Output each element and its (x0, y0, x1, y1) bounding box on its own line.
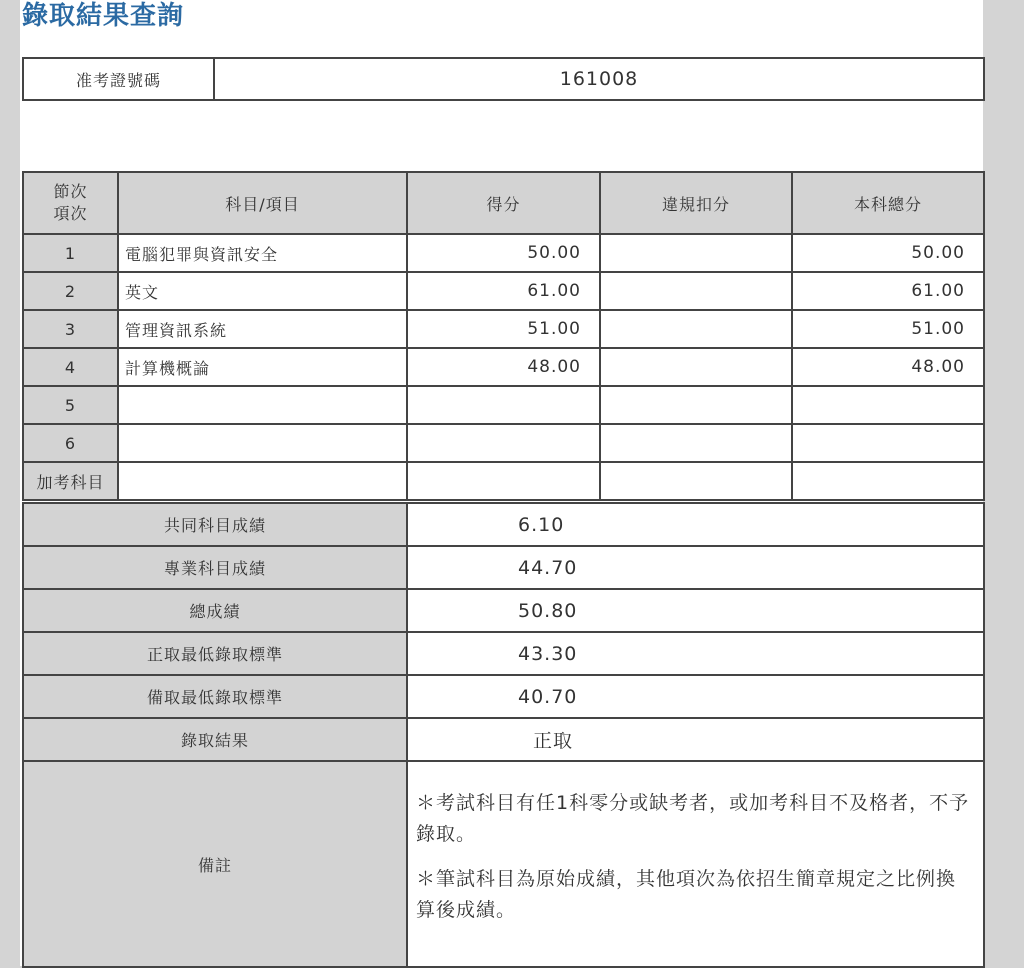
row-index: 1 (23, 234, 118, 272)
row-index: 6 (23, 424, 118, 462)
score-table (22, 171, 985, 501)
row-subject (118, 386, 407, 424)
row-score (407, 424, 600, 462)
row-deduction (600, 462, 792, 500)
row-index: 5 (23, 386, 118, 424)
row-index: 加考科目 (23, 462, 118, 500)
remarks-row (23, 761, 984, 967)
row-index: 4 (23, 348, 118, 386)
summary-label: 正取最低錄取標準 (23, 632, 407, 675)
row-index: 3 (23, 310, 118, 348)
summary-value: 43.30 (407, 632, 984, 675)
row-subject (118, 462, 407, 500)
summary-label: 共同科目成績 (23, 503, 407, 546)
summary-value: 40.70 (407, 675, 984, 718)
exam-number-row (23, 58, 984, 100)
row-total: 61.00 (792, 272, 984, 310)
page (20, 0, 983, 966)
summary-value: 6.10 (407, 503, 984, 546)
summary-row (23, 675, 984, 718)
row-deduction (600, 310, 792, 348)
remark-note: ＊筆試科目為原始成績，其他項次為依招生簡章規定之比例換算後成績。 (416, 868, 957, 921)
table-row (23, 424, 984, 462)
header-score: 得分 (407, 172, 600, 234)
row-score: 61.00 (407, 272, 600, 310)
exam-number-value: 161008 (214, 58, 984, 100)
row-index: 2 (23, 272, 118, 310)
table-row (23, 348, 984, 386)
row-subject: 英文 (118, 272, 407, 310)
row-score: 48.00 (407, 348, 600, 386)
table-row (23, 310, 984, 348)
row-total: 51.00 (792, 310, 984, 348)
summary-label: 備取最低錄取標準 (23, 675, 407, 718)
header-period: 節次 項次 (23, 172, 118, 234)
table-row (23, 234, 984, 272)
row-total (792, 462, 984, 500)
row-deduction (600, 272, 792, 310)
summary-value: 50.80 (407, 589, 984, 632)
row-deduction (600, 386, 792, 424)
row-subject: 管理資訊系統 (118, 310, 407, 348)
summary-row (23, 632, 984, 675)
header-deduction: 違規扣分 (600, 172, 792, 234)
table-row (23, 272, 984, 310)
row-deduction (600, 424, 792, 462)
summary-value: 44.70 (407, 546, 984, 589)
remark-note: ＊考試科目有任1科零分或缺考者，或加考科目不及格者，不予錄取。 (416, 792, 970, 845)
table-row (23, 386, 984, 424)
remarks-label: 備註 (23, 761, 407, 967)
row-deduction (600, 234, 792, 272)
summary-label: 總成績 (23, 589, 407, 632)
exam-number-table (22, 57, 985, 101)
header-subject: 科目/項目 (118, 172, 407, 234)
page-title: 錄取結果查詢 (22, 1, 185, 31)
row-score (407, 386, 600, 424)
row-total (792, 424, 984, 462)
summary-row (23, 503, 984, 546)
row-deduction (600, 348, 792, 386)
score-table-header (23, 172, 984, 234)
row-subject (118, 424, 407, 462)
row-score (407, 462, 600, 500)
header-total: 本科總分 (792, 172, 984, 234)
summary-table (22, 502, 985, 968)
summary-label: 專業科目成績 (23, 546, 407, 589)
row-total: 50.00 (792, 234, 984, 272)
row-score: 50.00 (407, 234, 600, 272)
admission-result-value: 正取 (407, 718, 984, 761)
summary-label: 錄取結果 (23, 718, 407, 761)
exam-number-label: 准考證號碼 (23, 58, 214, 100)
table-row (23, 462, 984, 500)
row-total: 48.00 (792, 348, 984, 386)
summary-row (23, 718, 984, 761)
row-score: 51.00 (407, 310, 600, 348)
summary-row (23, 589, 984, 632)
row-total (792, 386, 984, 424)
summary-row (23, 546, 984, 589)
remarks-notes (407, 761, 984, 967)
row-subject: 電腦犯罪與資訊安全 (118, 234, 407, 272)
row-subject: 計算機概論 (118, 348, 407, 386)
